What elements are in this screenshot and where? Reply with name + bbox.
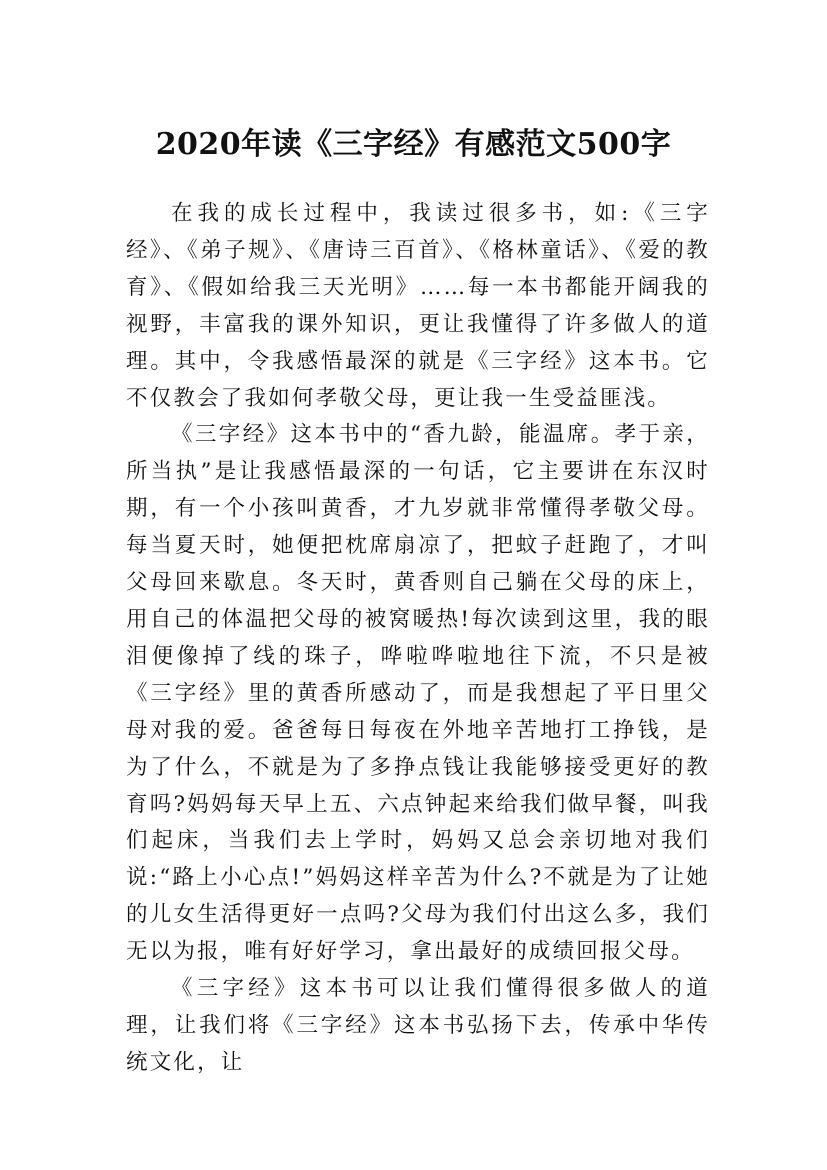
- document-body: [126, 196, 710, 1082]
- document-title: 2020年读《三字经》有感范文500字: [155, 127, 672, 163]
- paragraph-2: 《三字经》这本书中的“香九龄，能温席。孝于亲，所当执”是让我感悟最深的一句话，它主要讲在东汉时期，有一个小孩叫黄香，才九岁就非常懂得孝敬父母。每当夏天时，她便把枕席扇凉了，把蚊子赶跑了，才叫父母回来歇息。冬天时，黄香则自己躺在父母的床上，用自己的体温把父母的被窝暖热!每次读到这里，我的眼泪便像掉了线的珠子，哗啦哗啦地往下流，不只是被《三字经》里的黄香所感动了，而是我想起了平日里父母对我的爱。爸爸每日每夜在外地辛苦地打工挣钱，是为了什么，不就是为了多挣点钱让我能够接受更好的教育吗?妈妈每天早上五、六点钟起来给我们做早餐，叫我们起床，当我们去上学时，妈妈又总会亲切地对我们说:“路上小心点!”妈妈这样辛苦为什么?不就是为了让她的儿女生活得更好一点吗?父母为我们付出这么多，我们无以为报，唯有好好学习，拿出最好的成绩回报父母。: [126, 422, 710, 965]
- paragraph-3: 《三字经》这本书可以让我们懂得很多做人的道理，让我们将《三字经》这本书弘扬下去，传承中华传统文化，让: [126, 976, 710, 1075]
- paragraph-1: 在我的成长过程中，我读过很多书，如:《三字经》、《弟子规》、《唐诗三百首》、《格林童话》、《爱的教育》、《假如给我三天光明》……每一本书都能开阔我的视野，丰富我的课外知识，更让我懂得了许多做人的道理。其中，令我感悟最深的就是《三字经》这本书。它不仅教会了我如何孝敬父母，更让我一生受益匪浅。: [126, 201, 710, 411]
